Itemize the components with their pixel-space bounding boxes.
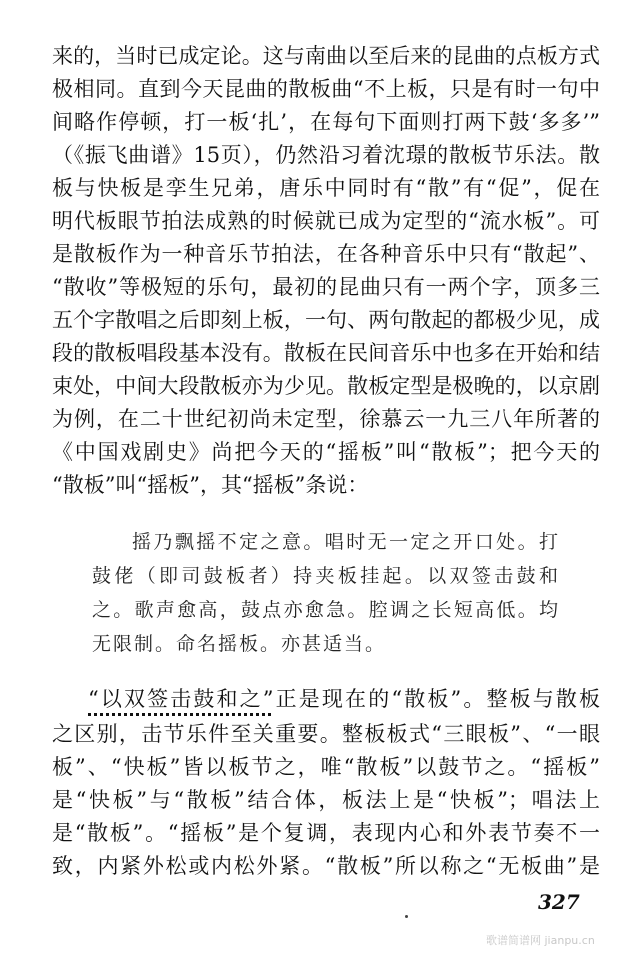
paragraph-2-line-6: 致，内紧外松或内松外紧。“散板”所以称之“无板曲”是	[52, 854, 600, 878]
quote-line-4: 无限制。命名摇板。亦甚适当。	[92, 633, 387, 655]
paragraph-2-line-3: 板”、“快板”皆以板节之，唯“散板”以鼓节之。“摇板”	[52, 755, 600, 779]
emphasized-quote: “以双签击鼓和之”	[88, 687, 274, 711]
paragraph-2-line-1	[88, 681, 600, 717]
stray-dot-mark	[405, 915, 408, 918]
paragraph-1-line-3: 间略作停顿，打一板‘扎’，在每句下面则打两下鼓‘多多’”	[52, 110, 600, 134]
paragraph-1-line-14: “散板”叫“摇板”，其“摇板”条说：	[52, 473, 369, 497]
paragraph-1-line-10: 段的散板唱段基本没有。散板在民间音乐中也多在开始和结	[52, 341, 600, 365]
paragraph-1-line-7: 是散板作为一种音乐节拍法，在各种音乐中只有“散起”、	[52, 242, 600, 266]
paragraph-2-line-2: 之区别，击节乐件至关重要。整板板式“三眼板”、“一眼	[52, 722, 600, 746]
paragraph-2-line-1-rest: 正是现在的“散板”。整板与散板	[273, 687, 600, 711]
paragraph-1-line-6: 明代板眼节拍法成熟的时候就已成为定型的“流水板”。可	[52, 209, 600, 233]
quote-line-1: 摇乃飘摇不定之意。唱时无一定之开口处。打	[132, 531, 560, 553]
paragraph-1-line-1: 来的，当时已成定论。这与南曲以至后来的昆曲的点板方式	[52, 44, 600, 68]
paragraph-1-line-12: 为例，在二十世纪初尚未定型，徐慕云一九三八年所著的	[52, 407, 600, 431]
paragraph-1-line-11: 束处，中间大段散板亦为少见。散板定型是极晚的，以京剧	[52, 374, 600, 398]
site-watermark: 歌谱简谱网 jianpu.cn	[486, 934, 595, 947]
quote-line-3: 之。歌声愈高，鼓点亦愈急。腔调之长短高低。均	[92, 599, 560, 621]
paragraph-1-line-5: 板与快板是孪生兄弟，唐乐中同时有“散”有“促”，促在	[52, 176, 600, 200]
paragraph-1-line-4: （《振飞曲谱》15页），仍然沿习着沈璟的散板节乐法。散	[52, 143, 600, 167]
page-number: 327	[538, 890, 580, 914]
paragraph-1-line-2: 极相同。直到今天昆曲的散板曲“不上板，只是有时一句中	[52, 77, 600, 101]
paragraph-1-line-9: 五个字散唱之后即刻上板，一句、两句散起的都极少见，成	[52, 308, 600, 332]
paragraph-1-line-13: 《中国戏剧史》尚把今天的“摇板”叫“散板”；把今天的	[52, 440, 600, 464]
paragraph-1-line-8: “散收”等极短的乐句，最初的昆曲只有一两个字，顶多三	[52, 275, 600, 299]
paragraph-2-line-5: 是“散板”。“摇板”是个复调，表现内心和外表节奏不一	[52, 821, 600, 845]
paragraph-2-line-4: 是“快板”与“散板”结合体，板法上是“快板”；唱法上	[52, 788, 600, 812]
quote-line-2: 鼓佬（即司鼓板者）持夹板挂起。以双签击鼓和	[92, 565, 560, 587]
